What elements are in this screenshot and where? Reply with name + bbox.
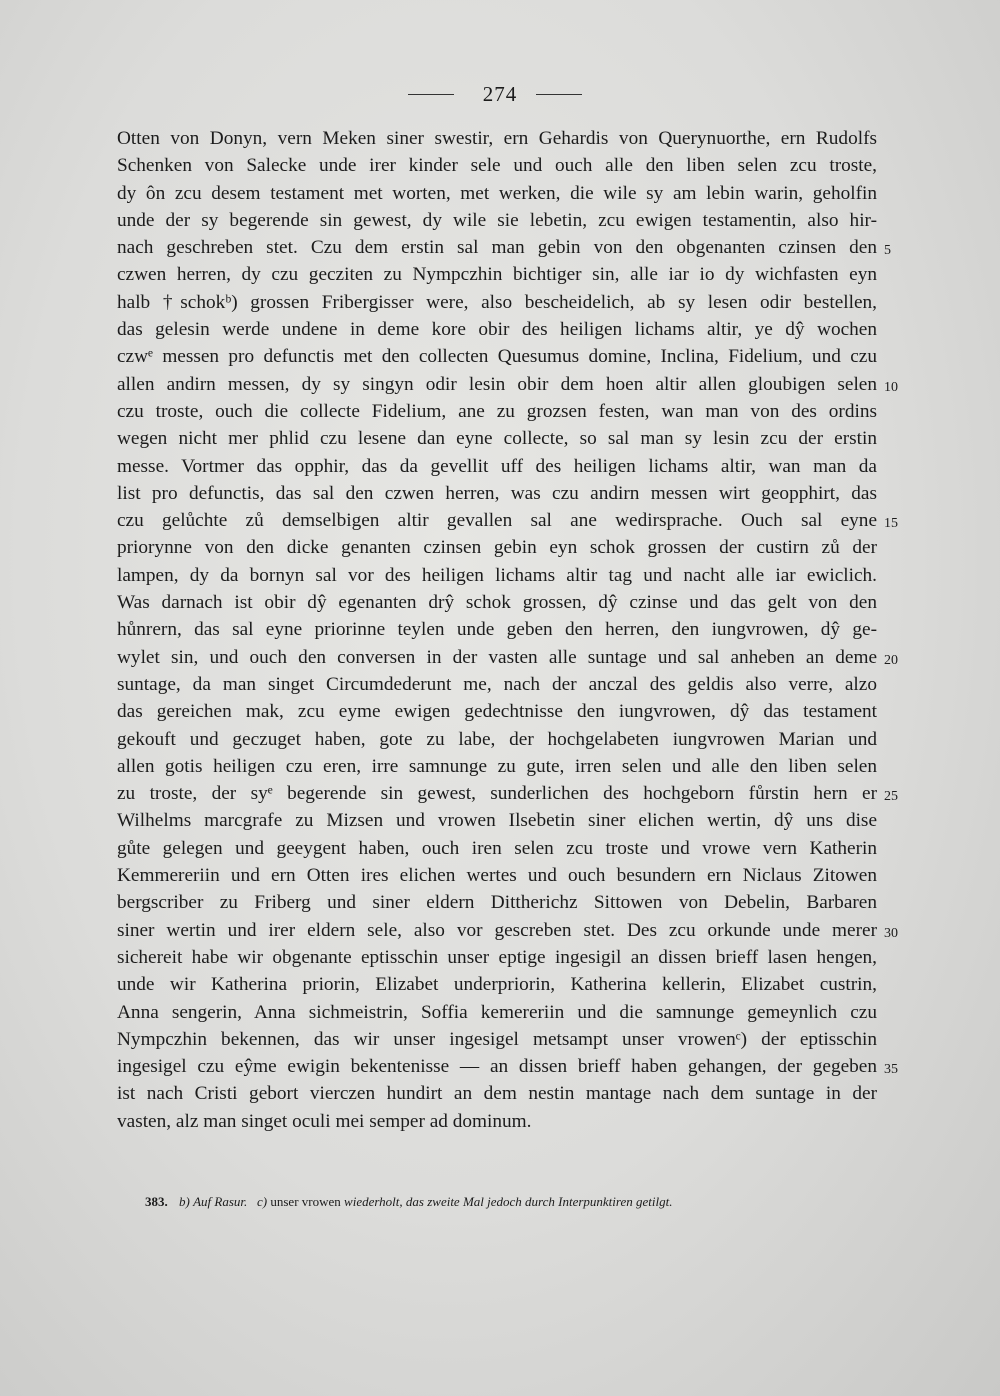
line-number — [884, 971, 914, 998]
footnote-c-marker: c) — [257, 1194, 268, 1209]
header-rule-right — [536, 94, 582, 95]
text-line: wegen nicht mer phlid czu lesene dan eyne collecte, so sal man sy lesin zcu der erstin — [117, 428, 877, 450]
text-line: wylet sin, und ouch den conversen in der vasten alle suntage und sal anheben an deme — [117, 646, 877, 668]
line-number: 35 — [884, 1062, 898, 1078]
text-line: allen andirn messen, dy sy singyn odir lesin obir dem hoen altir allen gloubigen selen — [117, 373, 877, 395]
line-number — [884, 1026, 914, 1053]
line-number — [884, 343, 914, 370]
line-number — [884, 862, 914, 889]
footnote-c-quote: unser vrowen — [270, 1194, 341, 1209]
line-number — [884, 453, 914, 480]
text-line: sichereit habe wir obgenante eptisschin unser eptige ingesigil an dissen brieff lasen hengen, — [117, 946, 877, 968]
line-number — [884, 616, 914, 643]
text-line: nach geschreben stet. Czu dem erstin sal man gebin von den obgenanten czinsen den — [117, 237, 877, 259]
line-number — [884, 726, 914, 753]
line-number: 20 — [884, 652, 898, 668]
line-number: 10 — [884, 379, 898, 395]
line-number — [884, 425, 914, 452]
text-line: vasten, alz man singet oculi mei semper ad dominum. — [117, 1110, 532, 1132]
line-number — [884, 289, 914, 316]
footnote-number: 383. — [145, 1194, 168, 1209]
text-line: suntage, da man singet Circumdederunt me, nach der anczal des geldis also verre, alzo — [117, 673, 877, 695]
text-line: messe. Vortmer das opphir, das da gevellit uff des heiligen lichams altir, wan man da — [117, 455, 877, 477]
text-line: priorynne von den dicke genanten czinsen gebin eyn schok grossen der custirn zů der — [117, 537, 877, 559]
line-number — [884, 180, 914, 207]
text-line: czu gelůchte zů demselbigen altir gevallen sal ane wedirsprache. Ouch sal eyne — [117, 510, 877, 532]
text-line: bergscriber zu Friberg und siner eldern Dittherichz Sittowen von Debelin, Barbaren — [117, 892, 877, 914]
text-line: Schenken von Salecke unde irer kinder sele und ouch alle den liben selen zcu troste, — [117, 155, 877, 177]
line-number — [884, 753, 914, 780]
text-line: list pro defunctis, das sal den czwen herren, was czu andirn messen wirt geopphirt, das — [117, 482, 877, 504]
line-number-margin — [884, 125, 914, 1135]
line-number: 30 — [884, 925, 898, 941]
text-line: halb †schokᵇ) grossen Fribergisser were, also bescheidelich, ab sy lesen odir bestellen, — [117, 291, 877, 313]
text-line: Wilhelms marcgrafe zu Mizsen und vrowen Ilsebetin siner elichen wertin, dŷ uns dise — [117, 810, 877, 832]
line-number: 5 — [884, 243, 891, 259]
text-line: Was darnach ist obir dŷ egenanten drŷ schok grossen, dŷ czinse und das gelt von den — [117, 592, 877, 614]
line-number: 25 — [884, 789, 898, 805]
line-number — [884, 261, 914, 288]
line-number — [884, 835, 914, 862]
text-line: unde wir Katherina priorin, Elizabet underpriorin, Katherina kellerin, Elizabet custrin, — [117, 974, 877, 996]
line-number — [884, 807, 914, 834]
text-line: lampen, dy da bornyn sal vor des heiligen lichams altir tag und nacht alle iar ewiclich. — [117, 564, 877, 586]
line-number — [884, 589, 914, 616]
line-number: 15 — [884, 516, 898, 532]
line-number — [884, 562, 914, 589]
text-line: czwen herren, dy czu gecziten zu Nympczhin bichtiger sin, alle iar io dy wichfasten eyn — [117, 264, 877, 286]
text-line: gůte gelegen und geeygent haben, ouch iren selen zcu troste und vrowe vern Katherin — [117, 837, 877, 859]
footnote — [145, 1194, 845, 1210]
text-line: siner wertin und irer eldern sele, also vor gescreben stet. Des zcu orkunde unde merer — [117, 919, 877, 941]
text-line: czwᵉ messen pro defunctis met den collecten Quesumus domine, Inclina, Fidelium, und czu — [117, 346, 877, 368]
line-number — [884, 125, 914, 152]
line-number — [884, 207, 914, 234]
text-line: Otten von Donyn, vern Meken siner swestir, ern Gehardis von Querynuorthe, ern Rudolfs — [117, 128, 877, 149]
page-number: 274 — [482, 82, 518, 106]
text-line: das gelesin werde undene in deme kore obir des heiligen lichams altir, ye dŷ wochen — [117, 319, 877, 341]
text-line: ist nach Cristi gebort vierczen hundirt an dem nestin mantage nach dem suntage in der — [117, 1083, 877, 1105]
footnote-b-text: Auf Rasur. — [193, 1194, 248, 1209]
line-number — [884, 534, 914, 561]
footnote-c-text: wiederholt, das zweite Mal jedoch durch Interpunktiren getilgt. — [344, 1194, 673, 1209]
text-line: zu troste, der syᵉ begerende sin gewest, sunderlichen des hochgeborn fůrstin hern er — [117, 783, 877, 805]
text-line: Kemmereriin und ern Otten ires elichen wertes und ouch besundern ern Niclaus Zitowen — [117, 865, 877, 887]
line-number — [884, 999, 914, 1026]
line-number — [884, 152, 914, 179]
text-line: Nympczhin bekennen, das wir unser ingesigel metsampt unser vrowenᶜ) der eptisschin — [117, 1028, 877, 1050]
line-number — [884, 1108, 914, 1135]
text-line: Anna sengerin, Anna sichmeistrin, Soffia kemereriin und die samnunge gemeynlich czu — [117, 1001, 877, 1023]
text-line: allen gotis heiligen czu eren, irre samnunge zu gute, irren selen und alle den liben selen — [117, 755, 877, 777]
line-number — [884, 1080, 914, 1107]
text-line: unde der sy begerende sin gewest, dy wile sie lebetin, zcu ewigen testamentin, also hir- — [117, 209, 877, 231]
body-text — [117, 125, 877, 1135]
line-number — [884, 316, 914, 343]
text-line: hůnrern, das sal eyne priorinne teylen unde geben den herren, den iungvrowen, dŷ ge- — [117, 619, 877, 641]
text-line: gekouft und geczuget haben, gote zu labe, der hochgelabeten iungvrowen Marian und — [117, 728, 877, 750]
footnote-b-marker: b) — [179, 1194, 190, 1209]
page-header — [0, 82, 1000, 106]
line-number — [884, 398, 914, 425]
header-rule-left — [408, 94, 454, 95]
line-number — [884, 480, 914, 507]
text-line: czu troste, ouch die collecte Fidelium, ane zu grozsen festen, wan man von des ordins — [117, 400, 877, 422]
line-number — [884, 944, 914, 971]
text-line: ingesigel czu eŷme ewigin bekentenisse — an dissen brieff haben gehangen, der gegeben — [117, 1056, 877, 1078]
line-number — [884, 698, 914, 725]
text-line: dy ôn zcu desem testament met worten, met werken, die wile sy am lebin warin, geholfin — [117, 182, 877, 204]
line-number — [884, 671, 914, 698]
line-number — [884, 889, 914, 916]
text-line: das gereichen mak, zcu eyme ewigen gedechtnisse den iungvrowen, dŷ das testament — [117, 701, 877, 723]
